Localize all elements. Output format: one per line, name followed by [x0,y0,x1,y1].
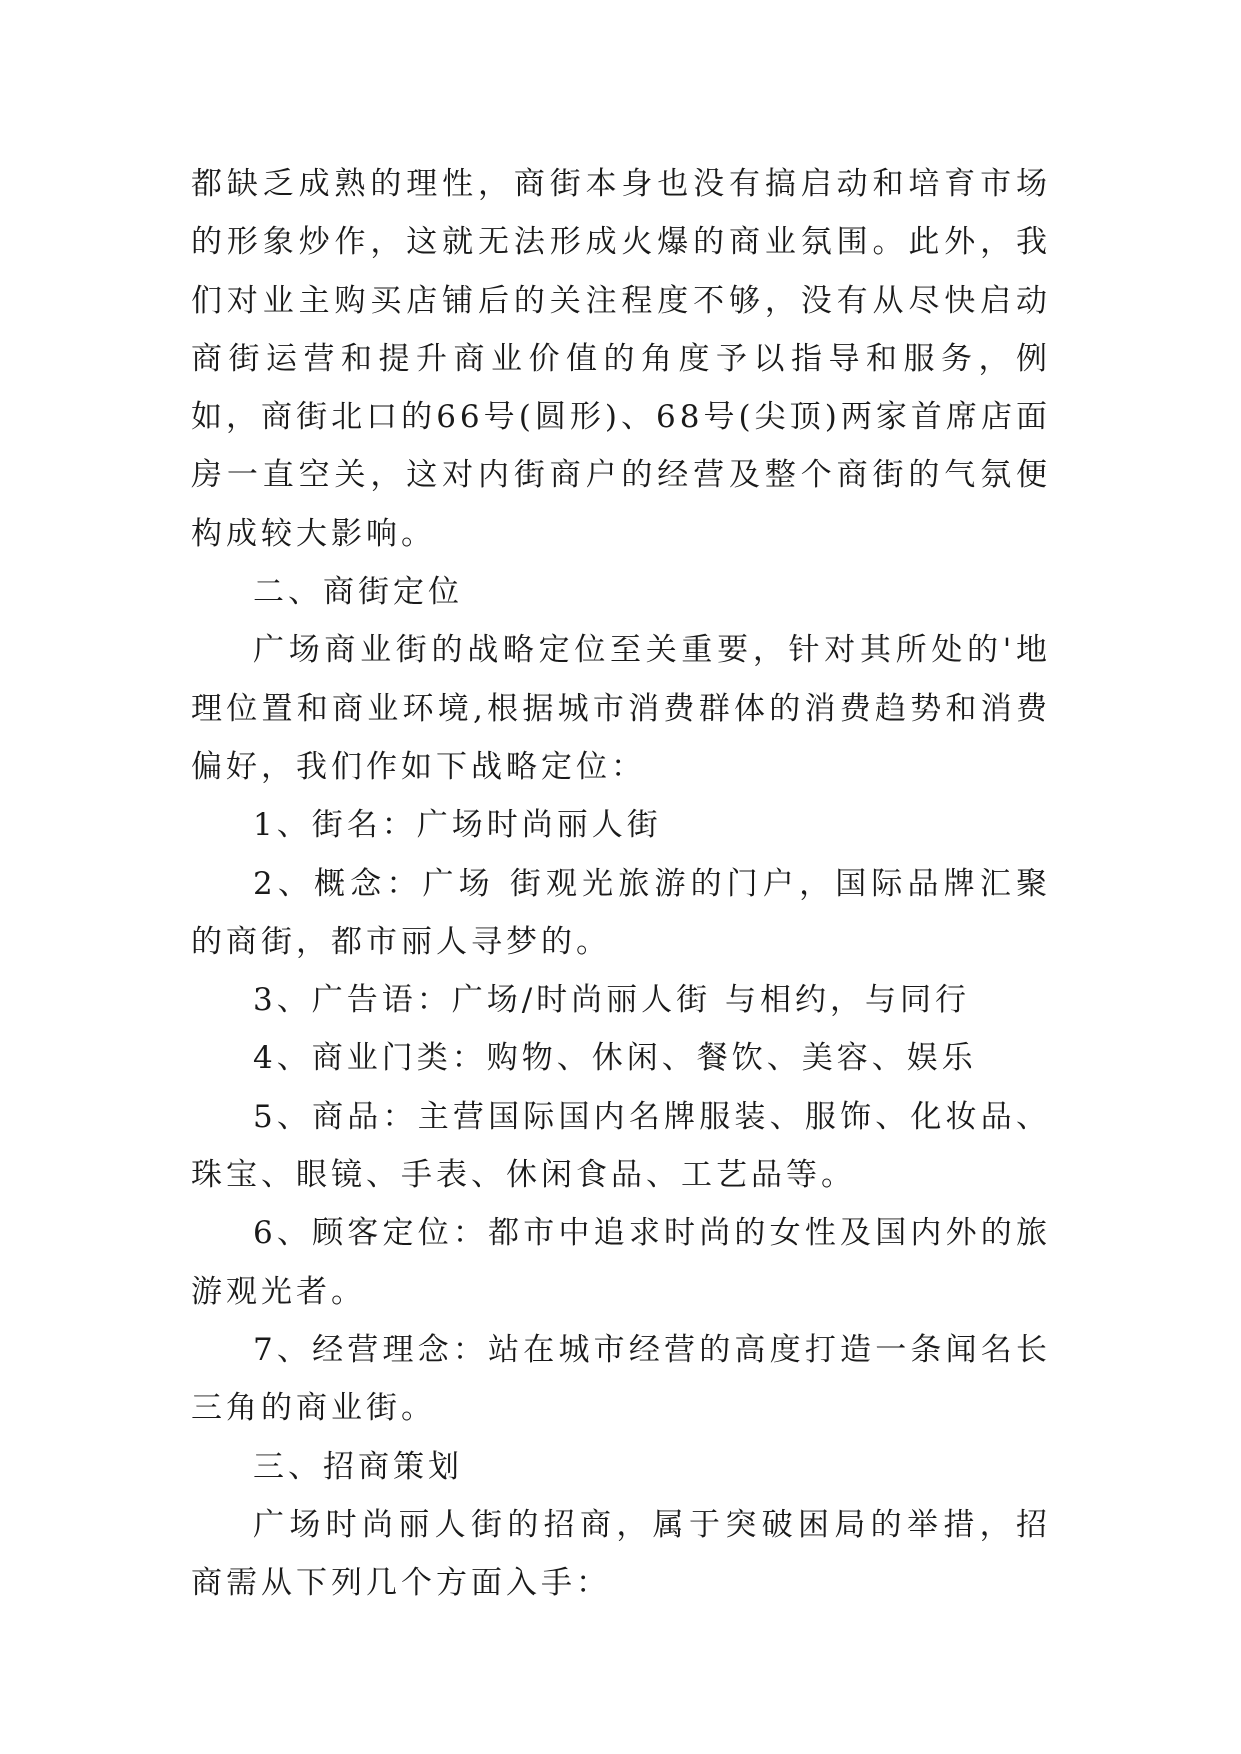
list-item-products: 5、商品：主营国际国内名牌服装、服饰、化妆品、珠宝、眼镜、手表、休闲食品、工艺品等。 [191,1098,1051,1194]
document-body [191,155,1051,1612]
section-heading-positioning: 二、商街定位 [253,574,463,611]
list-item-concept: 2、概念：广场 街观光旅游的门户，国际品牌汇聚的商街，都市丽人寻梦的。 [191,865,1051,960]
paragraph-investment-intro: 广场时尚丽人街的招商，属于突破困局的举措，招商需从下列几个方面入手： [191,1506,1051,1602]
list-item-business-philosophy: 7、经营理念：站在城市经营的高度打造一条闻名长三角的商业街。 [191,1331,1051,1427]
list-item-business-category: 4、商业门类：购物、休闲、餐饮、美容、娱乐 [253,1040,977,1077]
section-heading-investment: 三、招商策划 [253,1448,463,1485]
list-item-street-name: 1、街名：广场时尚丽人街 [253,807,662,844]
list-item-slogan: 3、广告语：广场/时尚丽人街 与相约，与同行 [253,982,971,1019]
paragraph-positioning-intro: 广场商业街的战略定位至关重要，针对其所处的'地理位置和商业环境,根据城市消费群体的消费趋势和消费偏好，我们作如下战略定位： [191,632,1051,785]
list-item-customer-positioning: 6、顾客定位：都市中追求时尚的女性及国内外的旅游观光者。 [191,1215,1051,1310]
paragraph-continuation: 都缺乏成熟的理性，商街本身也没有搞启动和培育市场的形象炒作，这就无法形成火爆的商业氛围。此外，我们对业主购买店铺后的关注程度不够，没有从尽快启动商街运营和提升商业价值的角度予以指导和服务，例如，商街北口的66号(圆形)、68号(尖顶)两家首席店面房一直空关，这对内街商户的经营及整个商街的气氛便构成较大影响。 [191,166,1051,552]
